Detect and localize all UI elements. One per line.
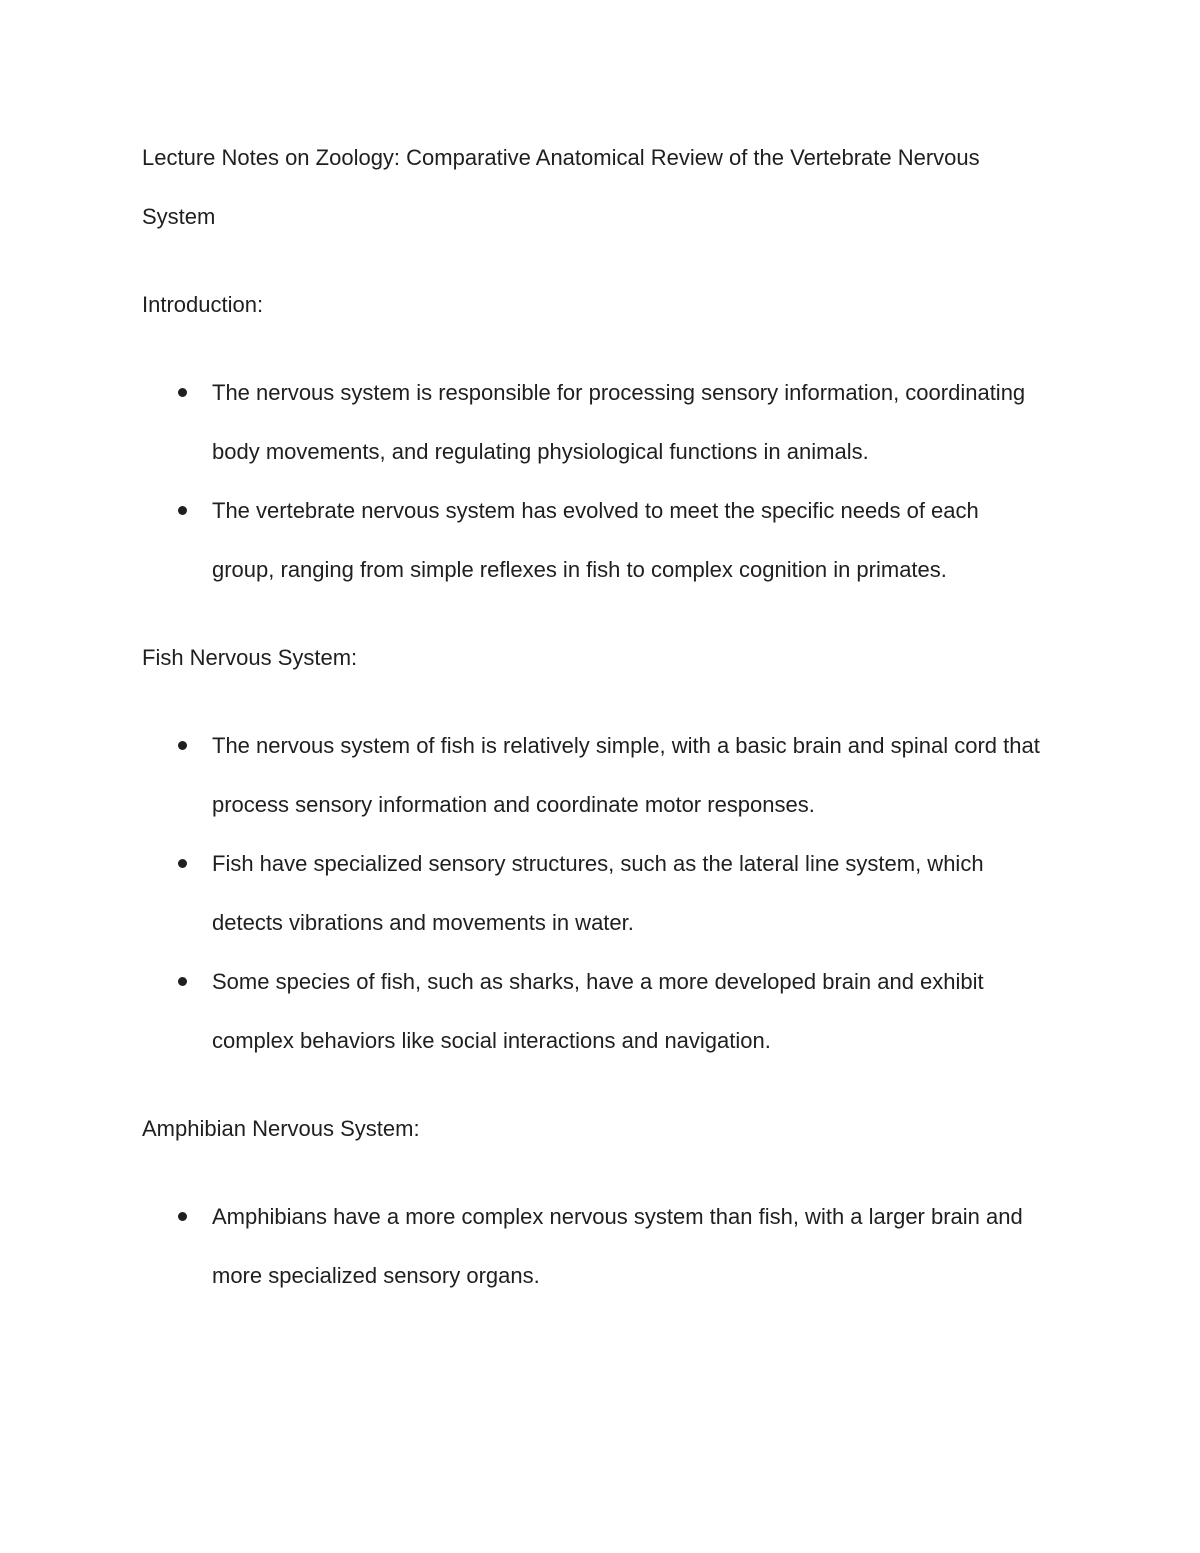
bullet-list-introduction — [142, 363, 1042, 599]
bullet-icon — [178, 1212, 187, 1221]
bullet-icon — [178, 741, 187, 750]
list-item-text: Some species of fish, such as sharks, have a more developed brain and exhibit complex behaviors like social interactions and navigation. — [212, 969, 984, 1053]
list-item — [142, 481, 1042, 599]
bullet-icon — [178, 506, 187, 515]
bullet-icon — [178, 388, 187, 397]
section-heading-fish: Fish Nervous System: — [142, 645, 358, 670]
bullet-icon — [178, 859, 187, 868]
list-item-text: The vertebrate nervous system has evolved to meet the specific needs of each group, ranging from simple reflexes in fish to complex cognition in primates. — [212, 498, 979, 582]
list-item — [142, 716, 1042, 834]
list-item-text: Amphibians have a more complex nervous system than fish, with a larger brain and more specialized sensory organs. — [212, 1204, 1023, 1288]
document-body — [142, 128, 1042, 1305]
bullet-list-fish — [142, 716, 1042, 1070]
list-item — [142, 363, 1042, 481]
bullet-list-amphibian — [142, 1187, 1042, 1305]
list-item — [142, 1187, 1042, 1305]
list-item-text: Fish have specialized sensory structures, such as the lateral line system, which detects vibrations and movements in water. — [212, 851, 984, 935]
document-title: Lecture Notes on Zoology: Comparative Anatomical Review of the Vertebrate Nervous System — [142, 145, 980, 229]
list-item-text: The nervous system of fish is relatively simple, with a basic brain and spinal cord that process sensory information and coordinate motor responses. — [212, 733, 1040, 817]
list-item — [142, 834, 1042, 952]
bullet-icon — [178, 977, 187, 986]
list-item-text: The nervous system is responsible for processing sensory information, coordinating body movements, and regulating physiological functions in animals. — [212, 380, 1026, 464]
section-heading-introduction: Introduction: — [142, 292, 264, 317]
list-item — [142, 952, 1042, 1070]
section-heading-amphibian: Amphibian Nervous System: — [142, 1116, 420, 1141]
